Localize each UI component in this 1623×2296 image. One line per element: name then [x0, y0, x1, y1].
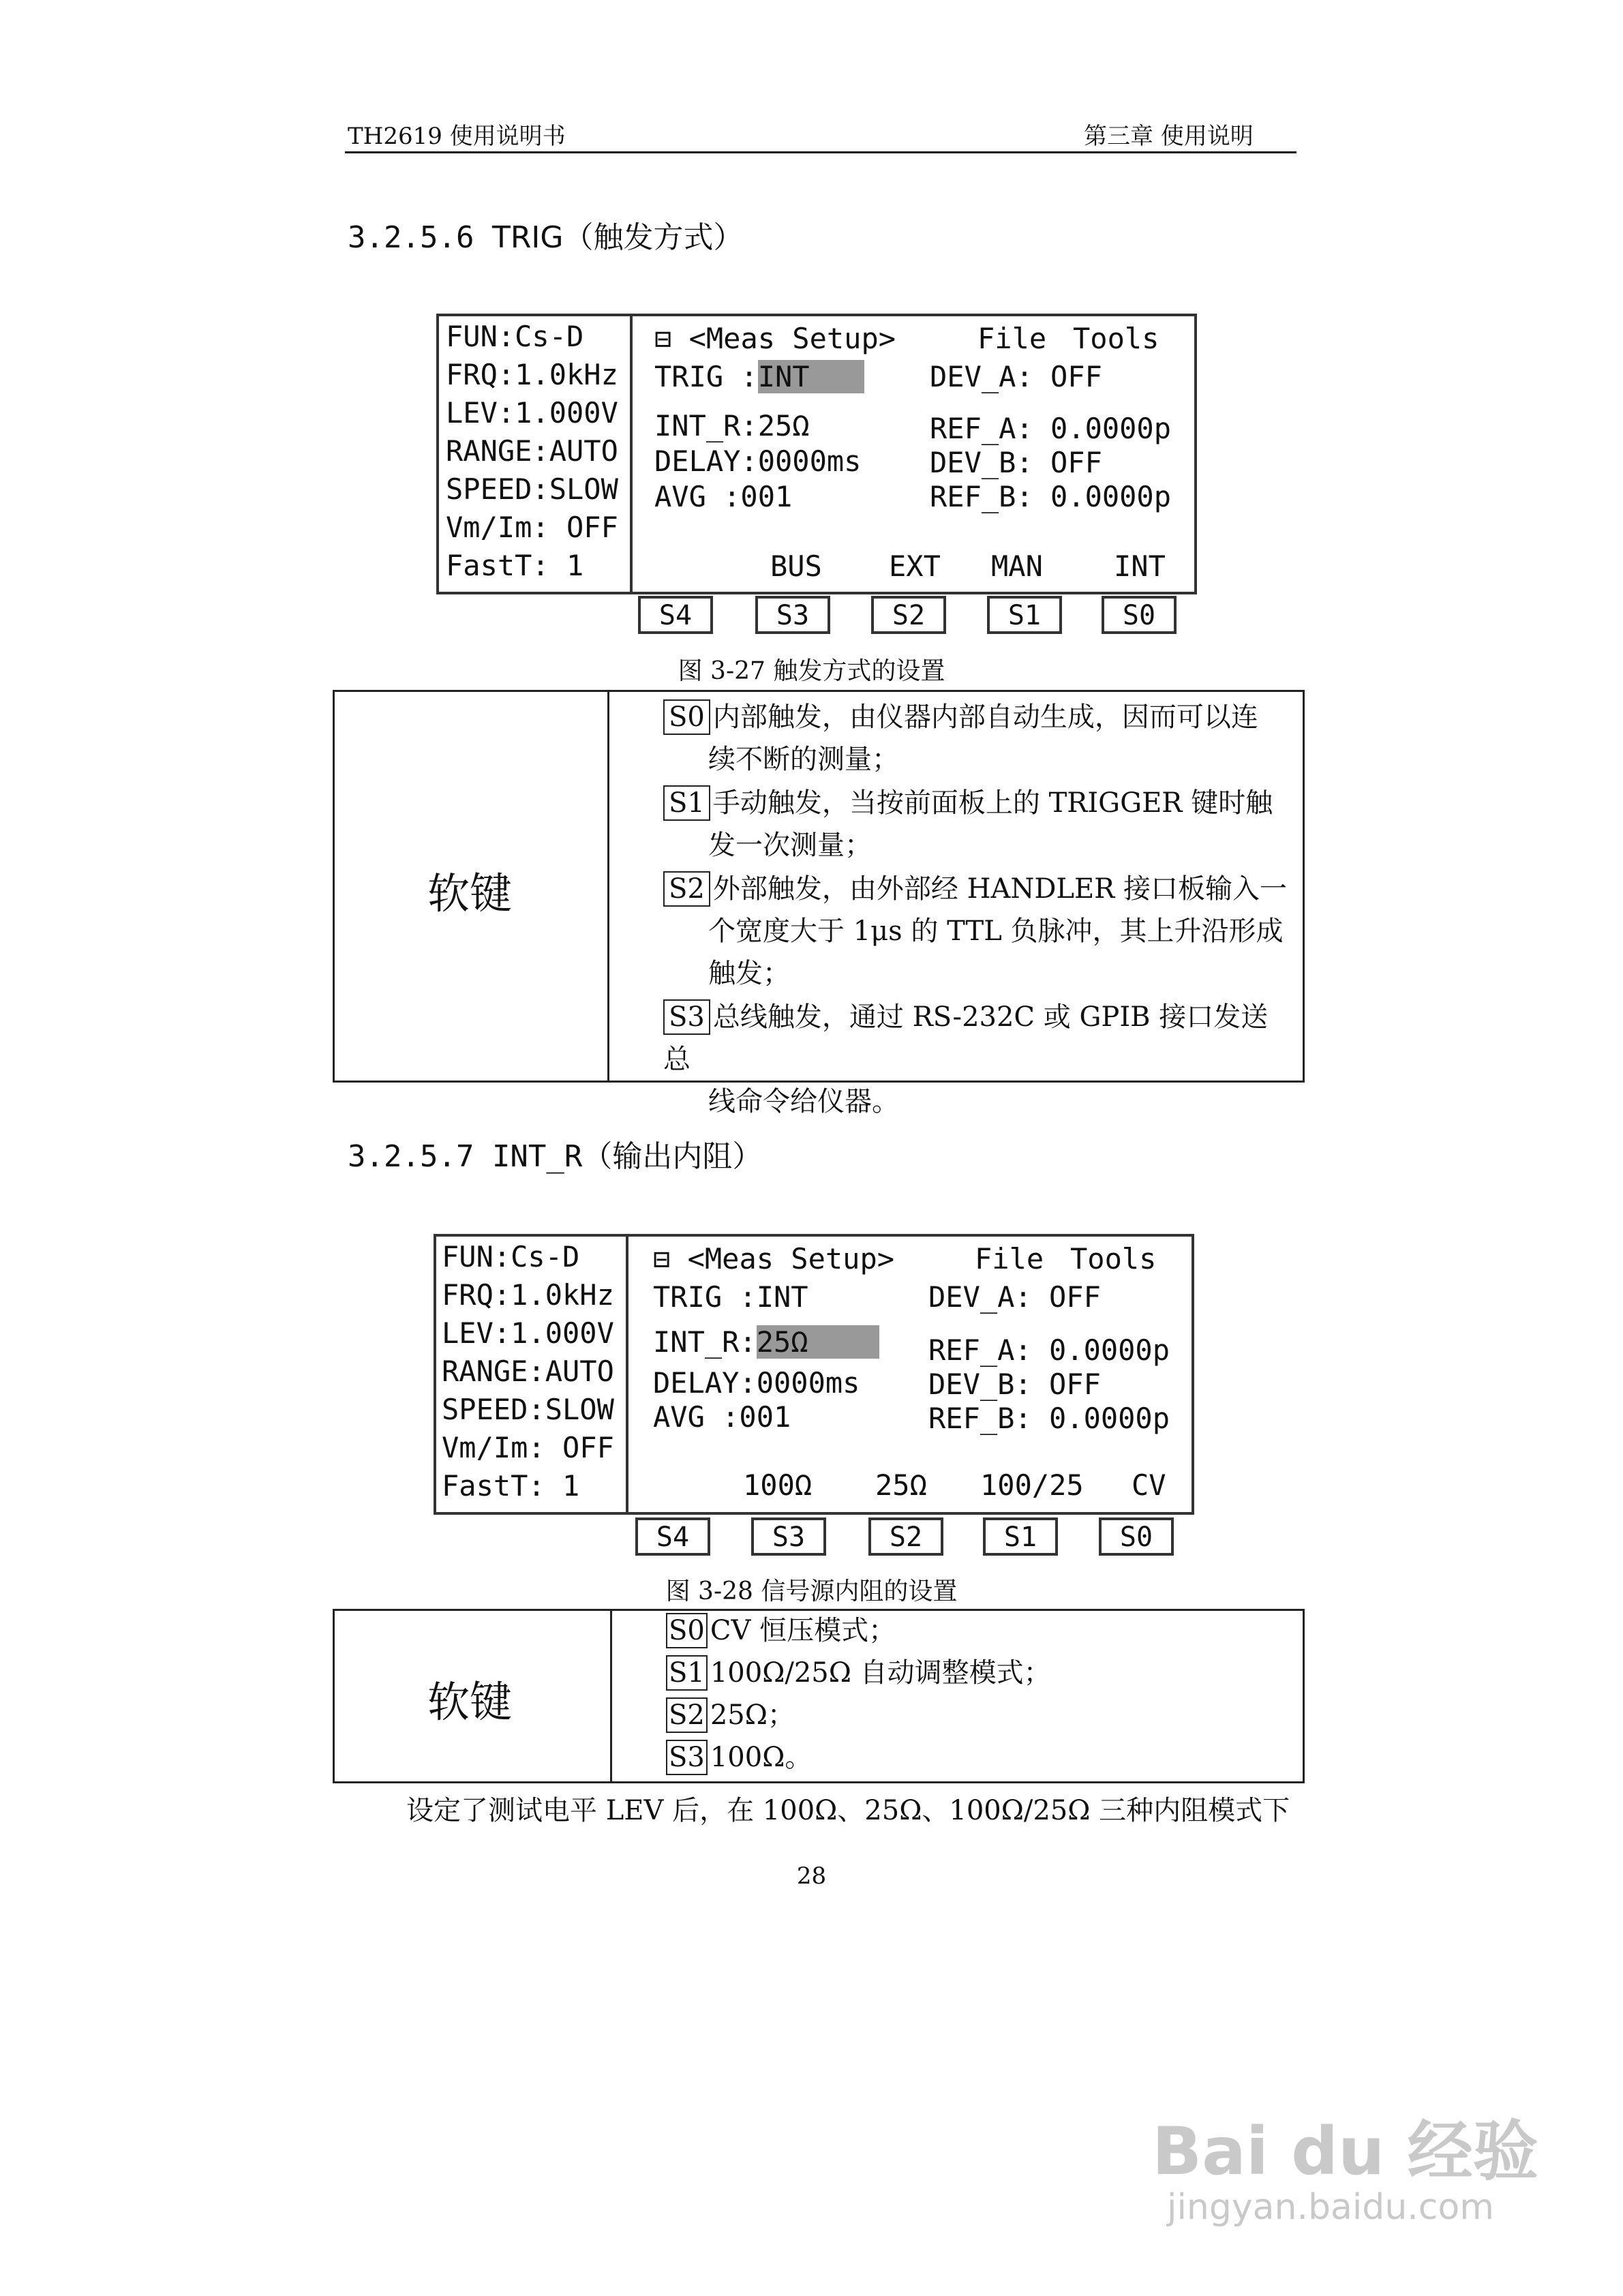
intr-value: 25Ω	[757, 409, 810, 442]
body-paragraph: 设定了测试电平 LEV 后，在 100Ω、25Ω、100Ω/25Ω 三种内阻模式下	[406, 1795, 1290, 1826]
delay-field: DELAY:0000ms	[653, 1366, 860, 1400]
lcd-menu-bar	[654, 322, 896, 355]
section-number: 3.2.5.7	[348, 1139, 474, 1174]
lcd-status-line: Vm/Im: OFF	[446, 511, 618, 544]
softkey-table-intr	[333, 1609, 1305, 1783]
softkey-s4[interactable]: S4	[638, 596, 713, 634]
section-title-intr	[348, 1132, 762, 1175]
intr-label: INT_R:	[653, 1325, 757, 1359]
lcd-status-panel	[442, 1238, 614, 1505]
ref-a-field: REF_A: 0.0000p	[928, 1333, 1170, 1367]
softkey-s0[interactable]: S0	[1099, 1517, 1174, 1556]
softkey-table-trig	[333, 690, 1305, 1117]
key-box: S1	[666, 1655, 708, 1691]
table-row-s2	[663, 868, 1290, 995]
lcd-status-line: LEV:1.000V	[446, 396, 618, 429]
lcd-status-line: RANGE:AUTO	[446, 434, 618, 468]
lcd-divider	[626, 1237, 628, 1512]
trig-label: TRIG :	[654, 360, 758, 393]
option-ext: EXT	[889, 549, 941, 583]
table-row-s0	[663, 696, 1290, 781]
softkey-s3[interactable]: S3	[751, 1517, 826, 1556]
lcd-status-line: FRQ:1.0kHz	[442, 1278, 614, 1312]
section-number: 3.2.5.6	[348, 220, 474, 255]
figure-caption-328: 图 3-28 信号源内阻的设置	[665, 1577, 958, 1605]
lcd-status-line: LEV:1.000V	[442, 1316, 614, 1350]
option-int: INT	[1114, 549, 1166, 583]
key-box: S1	[663, 785, 710, 821]
key-box: S0	[666, 1613, 708, 1648]
lcd-screen-trig	[436, 314, 1197, 594]
softkey-s1[interactable]: S1	[983, 1517, 1058, 1556]
avg-field: AVG :001	[654, 480, 793, 513]
ref-b-field: REF_B: 0.0000p	[928, 1402, 1170, 1435]
item-text: 内部触发，由仪器内部自动生成，因而可以连	[712, 701, 1258, 733]
section-title-cn: （输出内阻）	[582, 1139, 763, 1174]
trig-field	[654, 360, 864, 393]
lcd-status-line: SPEED:SLOW	[442, 1393, 614, 1426]
option-bus: BUS	[770, 549, 822, 583]
intr-label: INT_R:	[654, 409, 758, 442]
menu-tools: Tools	[1070, 1242, 1157, 1275]
table-label: 软键	[427, 868, 513, 918]
header-divider	[345, 151, 1296, 153]
item-text: 发一次测量；	[708, 830, 872, 861]
key-box: S2	[663, 871, 710, 907]
item-text: 外部触发，由外部经 HANDLER 接口板输入一	[712, 873, 1288, 905]
figure-caption-327: 图 3-27 触发方式的设置	[678, 657, 945, 685]
item-text: 100Ω。	[710, 1742, 813, 1773]
item-text: 25Ω；	[710, 1700, 795, 1731]
lcd-divider	[630, 316, 633, 592]
item-text: 总线触发，通过 RS-232C 或 GPIB 接口发送总	[663, 1001, 1269, 1075]
trig-value-highlight[interactable]: INT	[758, 360, 864, 393]
menu-icon: ⊟	[654, 322, 672, 355]
item-text: 100Ω/25Ω 自动调整模式；	[710, 1657, 1051, 1689]
table-label: 软键	[427, 1677, 513, 1727]
table-divider	[610, 1611, 612, 1781]
item-text: 线命令给仪器。	[708, 1086, 899, 1117]
softkey-s3[interactable]: S3	[755, 596, 830, 634]
menu-tools: Tools	[1073, 322, 1159, 355]
option-100-25: 100/25	[980, 1468, 1084, 1502]
delay-field: DELAY:0000ms	[654, 444, 862, 478]
table-divider	[607, 692, 609, 1081]
softkey-s2[interactable]: S2	[868, 1517, 943, 1556]
key-box: S3	[663, 999, 710, 1035]
table-row-s1	[663, 782, 1290, 866]
item-text: 触发；	[708, 958, 790, 989]
option-man: MAN	[991, 549, 1043, 583]
table-row-s3	[663, 996, 1290, 1123]
softkey-s4[interactable]: S4	[635, 1517, 710, 1556]
lcd-status-line: FUN:Cs-D	[442, 1240, 580, 1273]
item-text: 手动触发，当按前面板上的 TRIGGER 键时触	[712, 787, 1273, 819]
dev-a-field: DEV_A: OFF	[930, 360, 1102, 393]
menu-title: <Meas Setup>	[688, 322, 896, 355]
menu-file: File	[975, 1242, 1044, 1275]
lcd-status-line: FRQ:1.0kHz	[446, 358, 618, 391]
dev-b-field: DEV_B: OFF	[930, 446, 1102, 479]
lcd-menu-bar	[653, 1242, 894, 1275]
item-text: CV 恒压模式；	[710, 1615, 896, 1646]
menu-file: File	[977, 322, 1047, 355]
intr-field	[653, 1325, 879, 1359]
lcd-status-line: Vm/Im: OFF	[442, 1431, 614, 1464]
softkey-s2[interactable]: S2	[871, 596, 946, 634]
avg-field: AVG :001	[653, 1400, 791, 1434]
option-100ohm: 100Ω	[743, 1468, 813, 1502]
dev-b-field: DEV_B: OFF	[928, 1368, 1101, 1401]
option-cv: CV	[1132, 1468, 1166, 1502]
watermark-url: jingyan.baidu.com	[1167, 2187, 1494, 2228]
section-title-en: INT_R	[491, 1139, 583, 1174]
lcd-status-line: FUN:Cs-D	[446, 320, 584, 353]
key-box: S0	[663, 699, 710, 735]
header-left: TH2619 使用说明书	[348, 123, 566, 150]
option-25ohm: 25Ω	[875, 1468, 927, 1502]
header-right: 第三章 使用说明	[1084, 123, 1254, 150]
table-row-s0	[666, 1610, 896, 1652]
softkey-s0[interactable]: S0	[1102, 596, 1177, 634]
lcd-status-line: RANGE:AUTO	[442, 1355, 614, 1388]
menu-title: <Meas Setup>	[687, 1242, 895, 1275]
table-row-s3	[666, 1736, 812, 1779]
ref-a-field: REF_A: 0.0000p	[930, 412, 1172, 445]
trig-field: TRIG :INT	[653, 1280, 808, 1314]
item-text: 续不断的测量；	[708, 744, 899, 775]
lcd-status-line: SPEED:SLOW	[446, 472, 618, 506]
intr-field	[654, 409, 810, 442]
section-title-en: TRIG	[491, 220, 564, 255]
lcd-status-line: FastT: 1	[446, 549, 584, 582]
key-box: S3	[666, 1740, 708, 1775]
lcd-status-line: FastT: 1	[442, 1469, 580, 1502]
menu-icon: ⊟	[653, 1242, 671, 1275]
watermark-logo: Bai du 经验	[1152, 2113, 1538, 2190]
section-title-cn: （触发方式）	[563, 220, 744, 255]
softkey-s1[interactable]: S1	[987, 596, 1062, 634]
page-number: 28	[796, 1862, 827, 1890]
table-row-s2	[666, 1694, 795, 1736]
intr-value-highlight[interactable]: 25Ω	[757, 1325, 879, 1359]
item-text: 个宽度大于 1μs 的 TTL 负脉冲，其上升沿形成	[708, 916, 1284, 947]
dev-a-field: DEV_A: OFF	[928, 1280, 1101, 1314]
table-row-s1	[666, 1652, 1051, 1694]
lcd-screen-intr	[434, 1234, 1194, 1515]
section-title-trig	[348, 213, 743, 256]
lcd-status-panel	[446, 318, 618, 585]
key-box: S2	[666, 1697, 708, 1733]
ref-b-field: REF_B: 0.0000p	[930, 480, 1172, 513]
